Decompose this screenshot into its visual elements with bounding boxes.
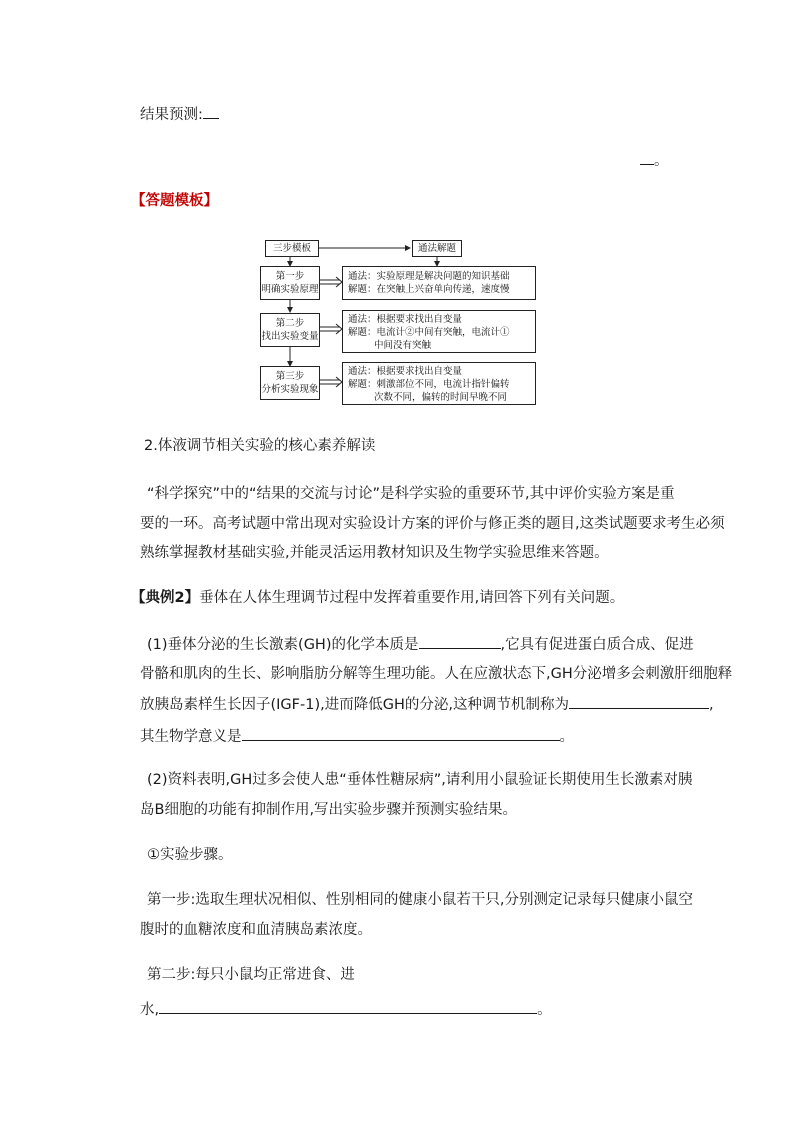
left-header: 三步模板 <box>265 240 319 257</box>
result-prediction <box>140 104 219 125</box>
step-2-line-1: 第二步:每只小鼠均正常进食、进 <box>147 967 355 983</box>
step-title: 第三步 <box>275 371 305 382</box>
question-2-line-1: (2)资料表明,GH过多会使人患“垂体性糖尿病”,请利用小鼠验证长期使用生长激素对胰 <box>147 772 693 788</box>
step-box-3 <box>260 366 320 400</box>
steps-label: ①实验步骤。 <box>147 847 233 863</box>
paragraph-line: 熟练掌握教材基础实验,并能灵活运用教材知识及生物学实验思维来答题。 <box>140 545 609 561</box>
example-label: 【典例2】 <box>131 590 200 606</box>
paragraph-line: 要的一环。高考试题中常出现对实验设计方案的评价与修正类的题目,这类试题要求考生必须 <box>140 516 725 532</box>
section-title: 2.体液调节相关实验的核心素养解读 <box>144 438 376 454</box>
method-line: 通法：根据要求找出自变量 <box>348 314 463 325</box>
answer-blank <box>159 999 537 1014</box>
example-intro <box>131 588 624 608</box>
question-1-line-1 <box>147 634 694 655</box>
step-subtitle: 明确实验原理 <box>261 284 319 295</box>
step-subtitle: 找出实验变量 <box>261 331 319 342</box>
punctuation: 。 <box>537 1002 552 1018</box>
answer-blank <box>419 634 501 649</box>
method-line: 次数不同，偏转的时间早晚不同 <box>374 392 508 403</box>
method-box-3 <box>342 362 536 405</box>
method-line: 解题：在突触上兴奋单向传递，速度慢 <box>348 284 510 295</box>
step-box-1 <box>260 266 320 300</box>
method-line: 通法：根据要求找出自变量 <box>348 366 463 377</box>
paragraph-line: “科学探究”中的“结果的交流与讨论”是科学实验的重要环节,其中评价实验方案是重 <box>147 486 675 502</box>
question-text: ,它具有促进蛋白质合成、促进 <box>500 637 694 653</box>
question-1-line-3 <box>140 694 714 715</box>
question-2-line-2: 岛B细胞的功能有抑制作用,写出实验步骤并预测实验结果。 <box>140 802 518 818</box>
answer-blank <box>203 104 219 119</box>
step-title: 第二步 <box>275 318 305 329</box>
method-box-1 <box>342 266 536 300</box>
question-text: 其生物学意义是 <box>140 729 242 745</box>
method-line: 解题：电流计②中间有突触，电流计① <box>348 327 510 338</box>
question-text: (1)垂体分泌的生长激素(GH)的化学本质是 <box>147 637 419 653</box>
answer-blank <box>242 726 560 741</box>
example-intro-text: 垂体在人体生理调节过程中发挥着重要作用,请回答下列有关问题。 <box>199 590 625 606</box>
question-text: 水, <box>140 1002 160 1018</box>
template-heading: 【答题模板】 <box>131 193 218 209</box>
result-prediction-end <box>640 150 669 171</box>
answer-blank <box>569 694 709 709</box>
method-line: 中间没有突触 <box>374 340 432 351</box>
step-subtitle: 分析实验现象 <box>261 384 319 395</box>
end-mark: 。 <box>654 153 669 169</box>
question-text: 放胰岛素样生长因子(IGF-1),进而降低GH的分泌,这种调节机制称为 <box>140 697 569 713</box>
method-line: 解题：刺激部位不同，电流计指针偏转 <box>348 379 510 390</box>
step-box-2 <box>260 313 320 347</box>
step-1-line-1: 第一步:选取生理状况相似、性别相同的健康小鼠若干只,分别测定记录每只健康小鼠空 <box>147 892 693 908</box>
result-label: 结果预测: <box>140 107 203 123</box>
question-1-line-2: 骨骼和肌肉的生长、影响脂肪分解等生理功能。人在应激状态下,GH分泌增多会刺激肝细胞释 <box>140 666 733 682</box>
question-1-line-4 <box>140 726 574 747</box>
method-line: 通法：实验原理是解决问题的知识基础 <box>348 271 510 282</box>
right-header: 通法解题 <box>412 240 462 257</box>
punctuation: , <box>708 697 714 713</box>
method-box-2 <box>342 310 536 353</box>
step-2-line-2 <box>140 999 552 1020</box>
step-title: 第一步 <box>275 271 305 282</box>
step-1-line-2: 腹时的血糖浓度和血清胰岛素浓度。 <box>140 922 372 938</box>
answer-blank <box>640 150 654 165</box>
punctuation: 。 <box>559 729 574 745</box>
